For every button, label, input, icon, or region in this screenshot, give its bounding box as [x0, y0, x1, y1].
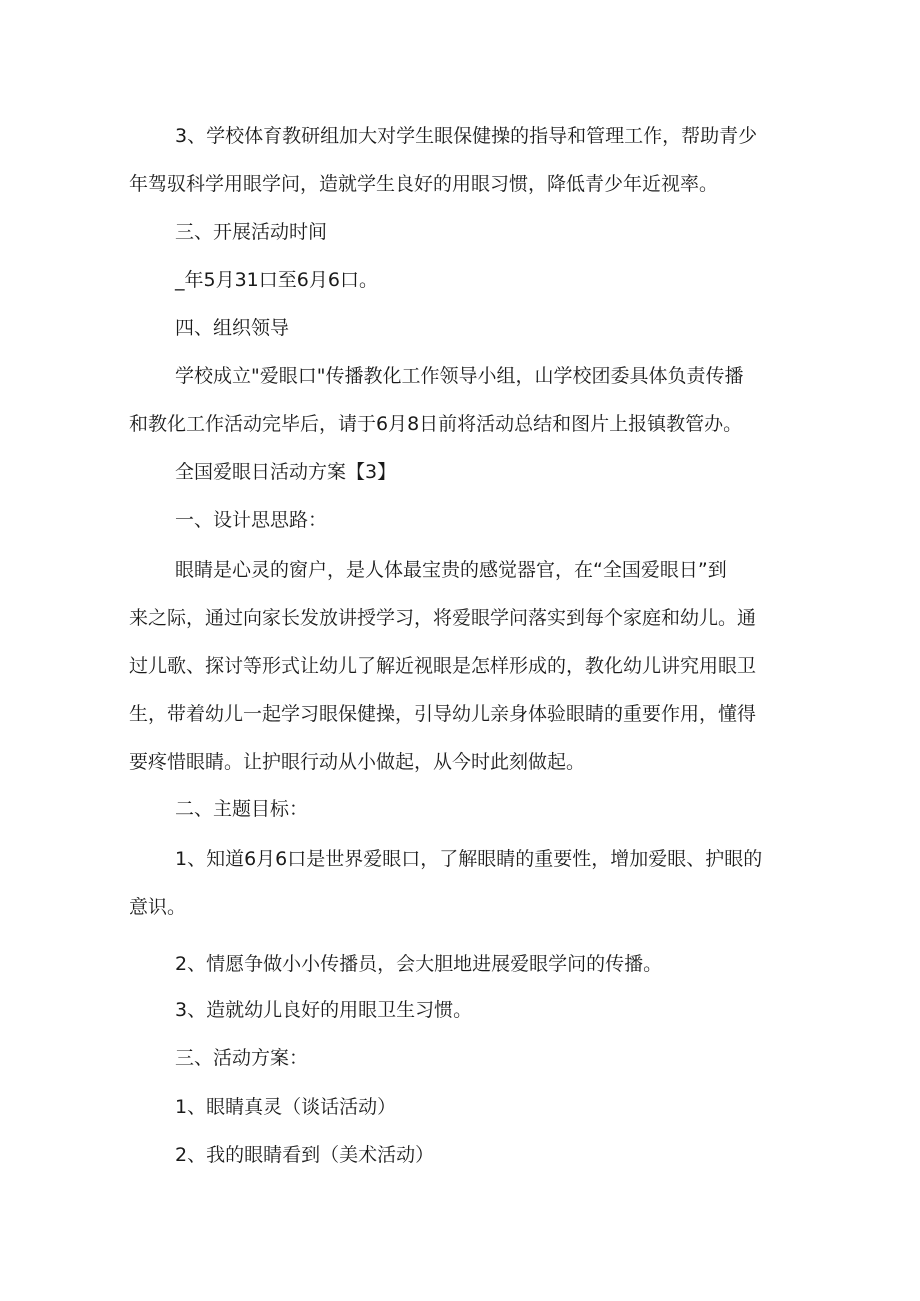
text-line: 过儿歌、探讨等形式让幼儿了解近视眼是怎样形成的，教化幼儿讲究用眼卫 — [129, 655, 757, 677]
text-line: 眼睛是心灵的窗户，是人体最宝贵的感觉器官，在“全国爱眼日”到 — [175, 559, 727, 581]
paragraph-goal-1 — [129, 835, 795, 931]
section-title-plan-3 — [129, 448, 795, 496]
paragraph-activity-dates — [129, 256, 795, 304]
heading-design-idea — [129, 496, 795, 544]
text-line: 要疼惜眼睛。让护眼行动从小做起，从今时此刻做起。 — [129, 751, 586, 773]
paragraph-design-description — [129, 546, 795, 786]
text-line: 三、开展活动时间 — [175, 221, 328, 243]
text-line: 全国爱眼日活动方案【3】 — [175, 461, 397, 483]
text-line: 和教化工作活动完毕后，请于6月8日前将活动总结和图片上报镇教管办。 — [129, 413, 743, 435]
text-line: 四、组织领导 — [175, 317, 290, 339]
text-line: 一、设计思思路： — [175, 509, 328, 531]
heading-activity-plan — [129, 1034, 795, 1082]
paragraph-plan-item-2 — [129, 1131, 795, 1179]
paragraph-plan-item-1 — [129, 1083, 795, 1131]
text-line: _年5月31口至6月6口。 — [175, 269, 378, 291]
text-line: 生，带着幼儿一起学习眼保健操，引导幼儿亲身体验眼睛的重要作用，懂得 — [129, 703, 757, 725]
paragraph-goal-2 — [129, 940, 795, 988]
text-line: 来之际，通过向家长发放讲授学习，将爱眼学问落实到每个家庭和幼儿。通 — [129, 607, 757, 629]
paragraph-eye-exercise-guidance — [129, 112, 795, 208]
text-line: 3、造就幼儿良好的用眼卫生习惯。 — [175, 999, 473, 1021]
text-line: 意识。 — [129, 896, 187, 918]
heading-activity-time — [129, 208, 795, 256]
heading-organization — [129, 304, 795, 352]
text-line: 二、主题目标： — [175, 798, 309, 820]
text-line: 2、我的眼睛看到（美术活动） — [175, 1144, 435, 1166]
paragraph-leadership-group — [129, 352, 795, 448]
paragraph-goal-3 — [129, 986, 795, 1034]
text-line: 1、知道6月6口是世界爱眼口，了解眼睛的重要性，增加爱眼、护眼的 — [175, 848, 763, 870]
text-line: 2、情愿争做小小传播员，会大胆地进展爱眼学问的传播。 — [175, 953, 663, 975]
text-line: 1、眼睛真灵（谈话活动） — [175, 1096, 397, 1118]
text-line: 年驾驭科学用眼学问，造就学生良好的用眼习惯，降低青少年近视率。 — [129, 173, 719, 195]
text-line: 学校成立"爱眼口"传播教化工作领导小组，山学校团委具体负责传播 — [175, 365, 744, 387]
text-line: 三、活动方案： — [175, 1047, 309, 1069]
heading-theme-goals — [129, 785, 795, 833]
text-line: 3、学校体育教研组加大对学生眼保健操的指导和管理工作，帮助青少 — [175, 125, 758, 147]
